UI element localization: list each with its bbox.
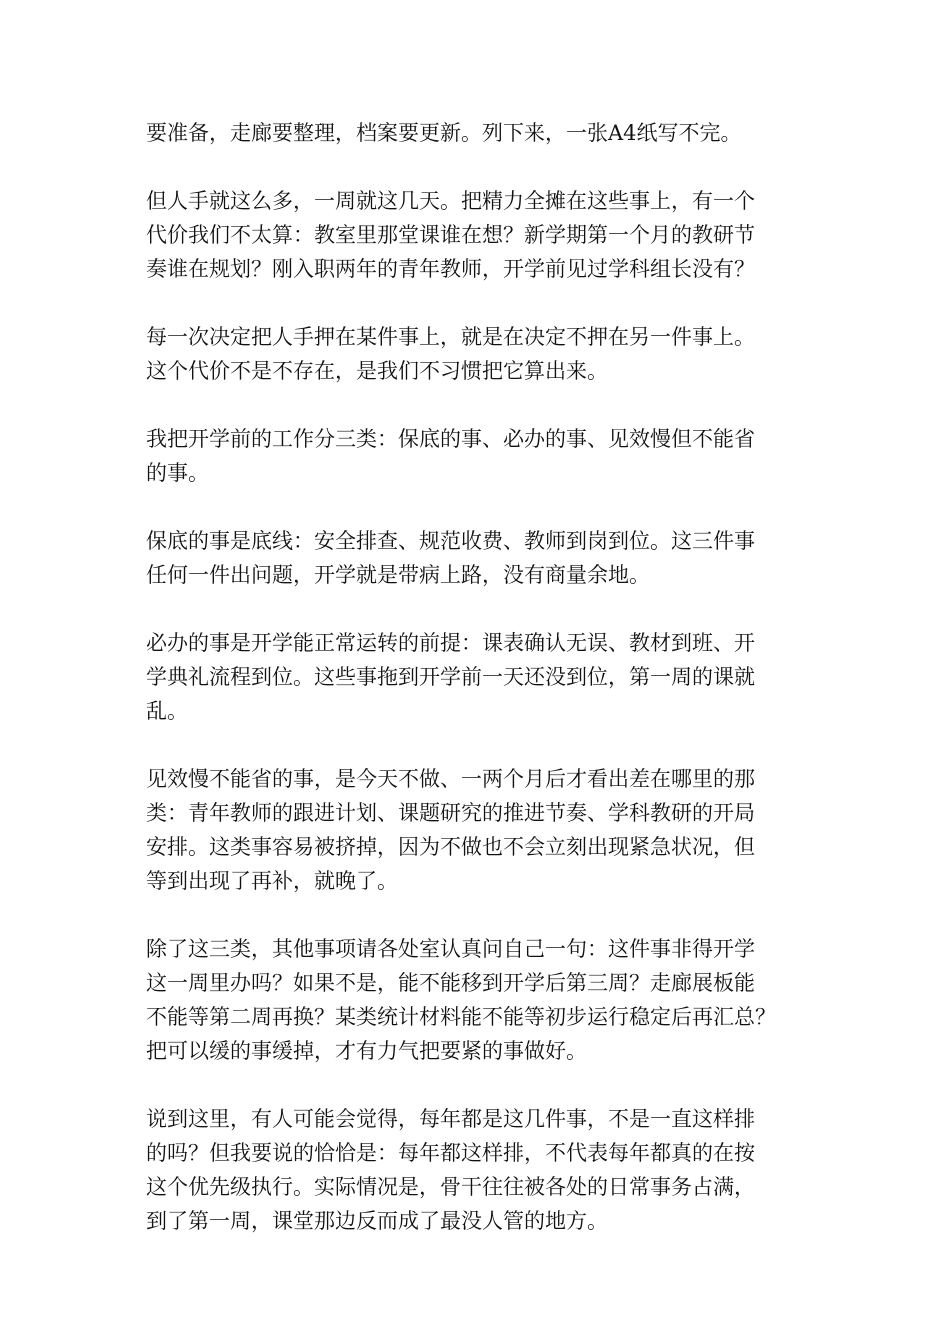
paragraph-6 — [146, 626, 806, 728]
text-line: 见效慢不能省的事，是今天不做、一两个月后才看出差在哪里的那 — [146, 767, 755, 791]
text-line: 的吗？但我要说的恰恰是：每年都这样排，不代表每年都真的在按 — [146, 1141, 755, 1165]
text-line: 代价我们不太算：教室里那堂课谁在想？新学期第一个月的教研节 — [146, 223, 755, 247]
paragraph-7 — [146, 762, 806, 898]
text-line: 乱。 — [146, 699, 188, 723]
document-body — [146, 116, 806, 1272]
text-line: 这个代价不是不存在，是我们不习惯把它算出来。 — [146, 359, 608, 383]
text-line: 把可以缓的事缓掉，才有力气把要紧的事做好。 — [146, 1039, 587, 1063]
text-line: 奏谁在规划？刚入职两年的青年教师，开学前见过学科组长没有？ — [146, 257, 755, 281]
paragraph-1 — [146, 116, 806, 150]
text-line: 每一次决定把人手押在某件事上，就是在决定不押在另一件事上。 — [146, 325, 755, 349]
text-line: 的事。 — [146, 461, 209, 485]
text-line: 类：青年教师的跟进计划、课题研究的推进节奏、学科教研的开局 — [146, 801, 755, 825]
paragraph-8 — [146, 932, 806, 1068]
text-line: 不能等第二周再换？某类统计材料能不能等初步运行稳定后再汇总？ — [146, 1005, 776, 1029]
text-line: 等到出现了再补，就晚了。 — [146, 869, 398, 893]
text-line: 这一周里办吗？如果不是，能不能移到开学后第三周？走廊展板能 — [146, 971, 755, 995]
text-line: 但人手就这么多，一周就这几天。把精力全摊在这些事上，有一个 — [146, 189, 755, 213]
text-line: 任何一件出问题，开学就是带病上路，没有商量余地。 — [146, 563, 650, 587]
paragraph-5 — [146, 524, 806, 592]
text-line: 要准备，走廊要整理，档案要更新。列下来，一张A4纸写不完。 — [146, 121, 742, 145]
paragraph-2 — [146, 184, 806, 286]
paragraph-4 — [146, 422, 806, 490]
text-line: 除了这三类，其他事项请各处室认真问自己一句：这件事非得开学 — [146, 937, 755, 961]
paragraph-3 — [146, 320, 806, 388]
paragraph-9 — [146, 1102, 806, 1238]
text-line: 安排。这类事容易被挤掉，因为不做也不会立刻出现紧急状况，但 — [146, 835, 755, 859]
text-line: 学典礼流程到位。这些事拖到开学前一天还没到位，第一周的课就 — [146, 665, 755, 689]
text-line: 保底的事是底线：安全排查、规范收费、教师到岗到位。这三件事 — [146, 529, 755, 553]
text-line: 说到这里，有人可能会觉得，每年都是这几件事，不是一直这样排 — [146, 1107, 755, 1131]
text-line: 这个优先级执行。实际情况是，骨干往往被各处的日常事务占满， — [146, 1175, 755, 1199]
text-line: 必办的事是开学能正常运转的前提：课表确认无误、教材到班、开 — [146, 631, 755, 655]
text-line: 我把开学前的工作分三类：保底的事、必办的事、见效慢但不能省 — [146, 427, 755, 451]
text-line: 到了第一周，课堂那边反而成了最没人管的地方。 — [146, 1209, 608, 1233]
